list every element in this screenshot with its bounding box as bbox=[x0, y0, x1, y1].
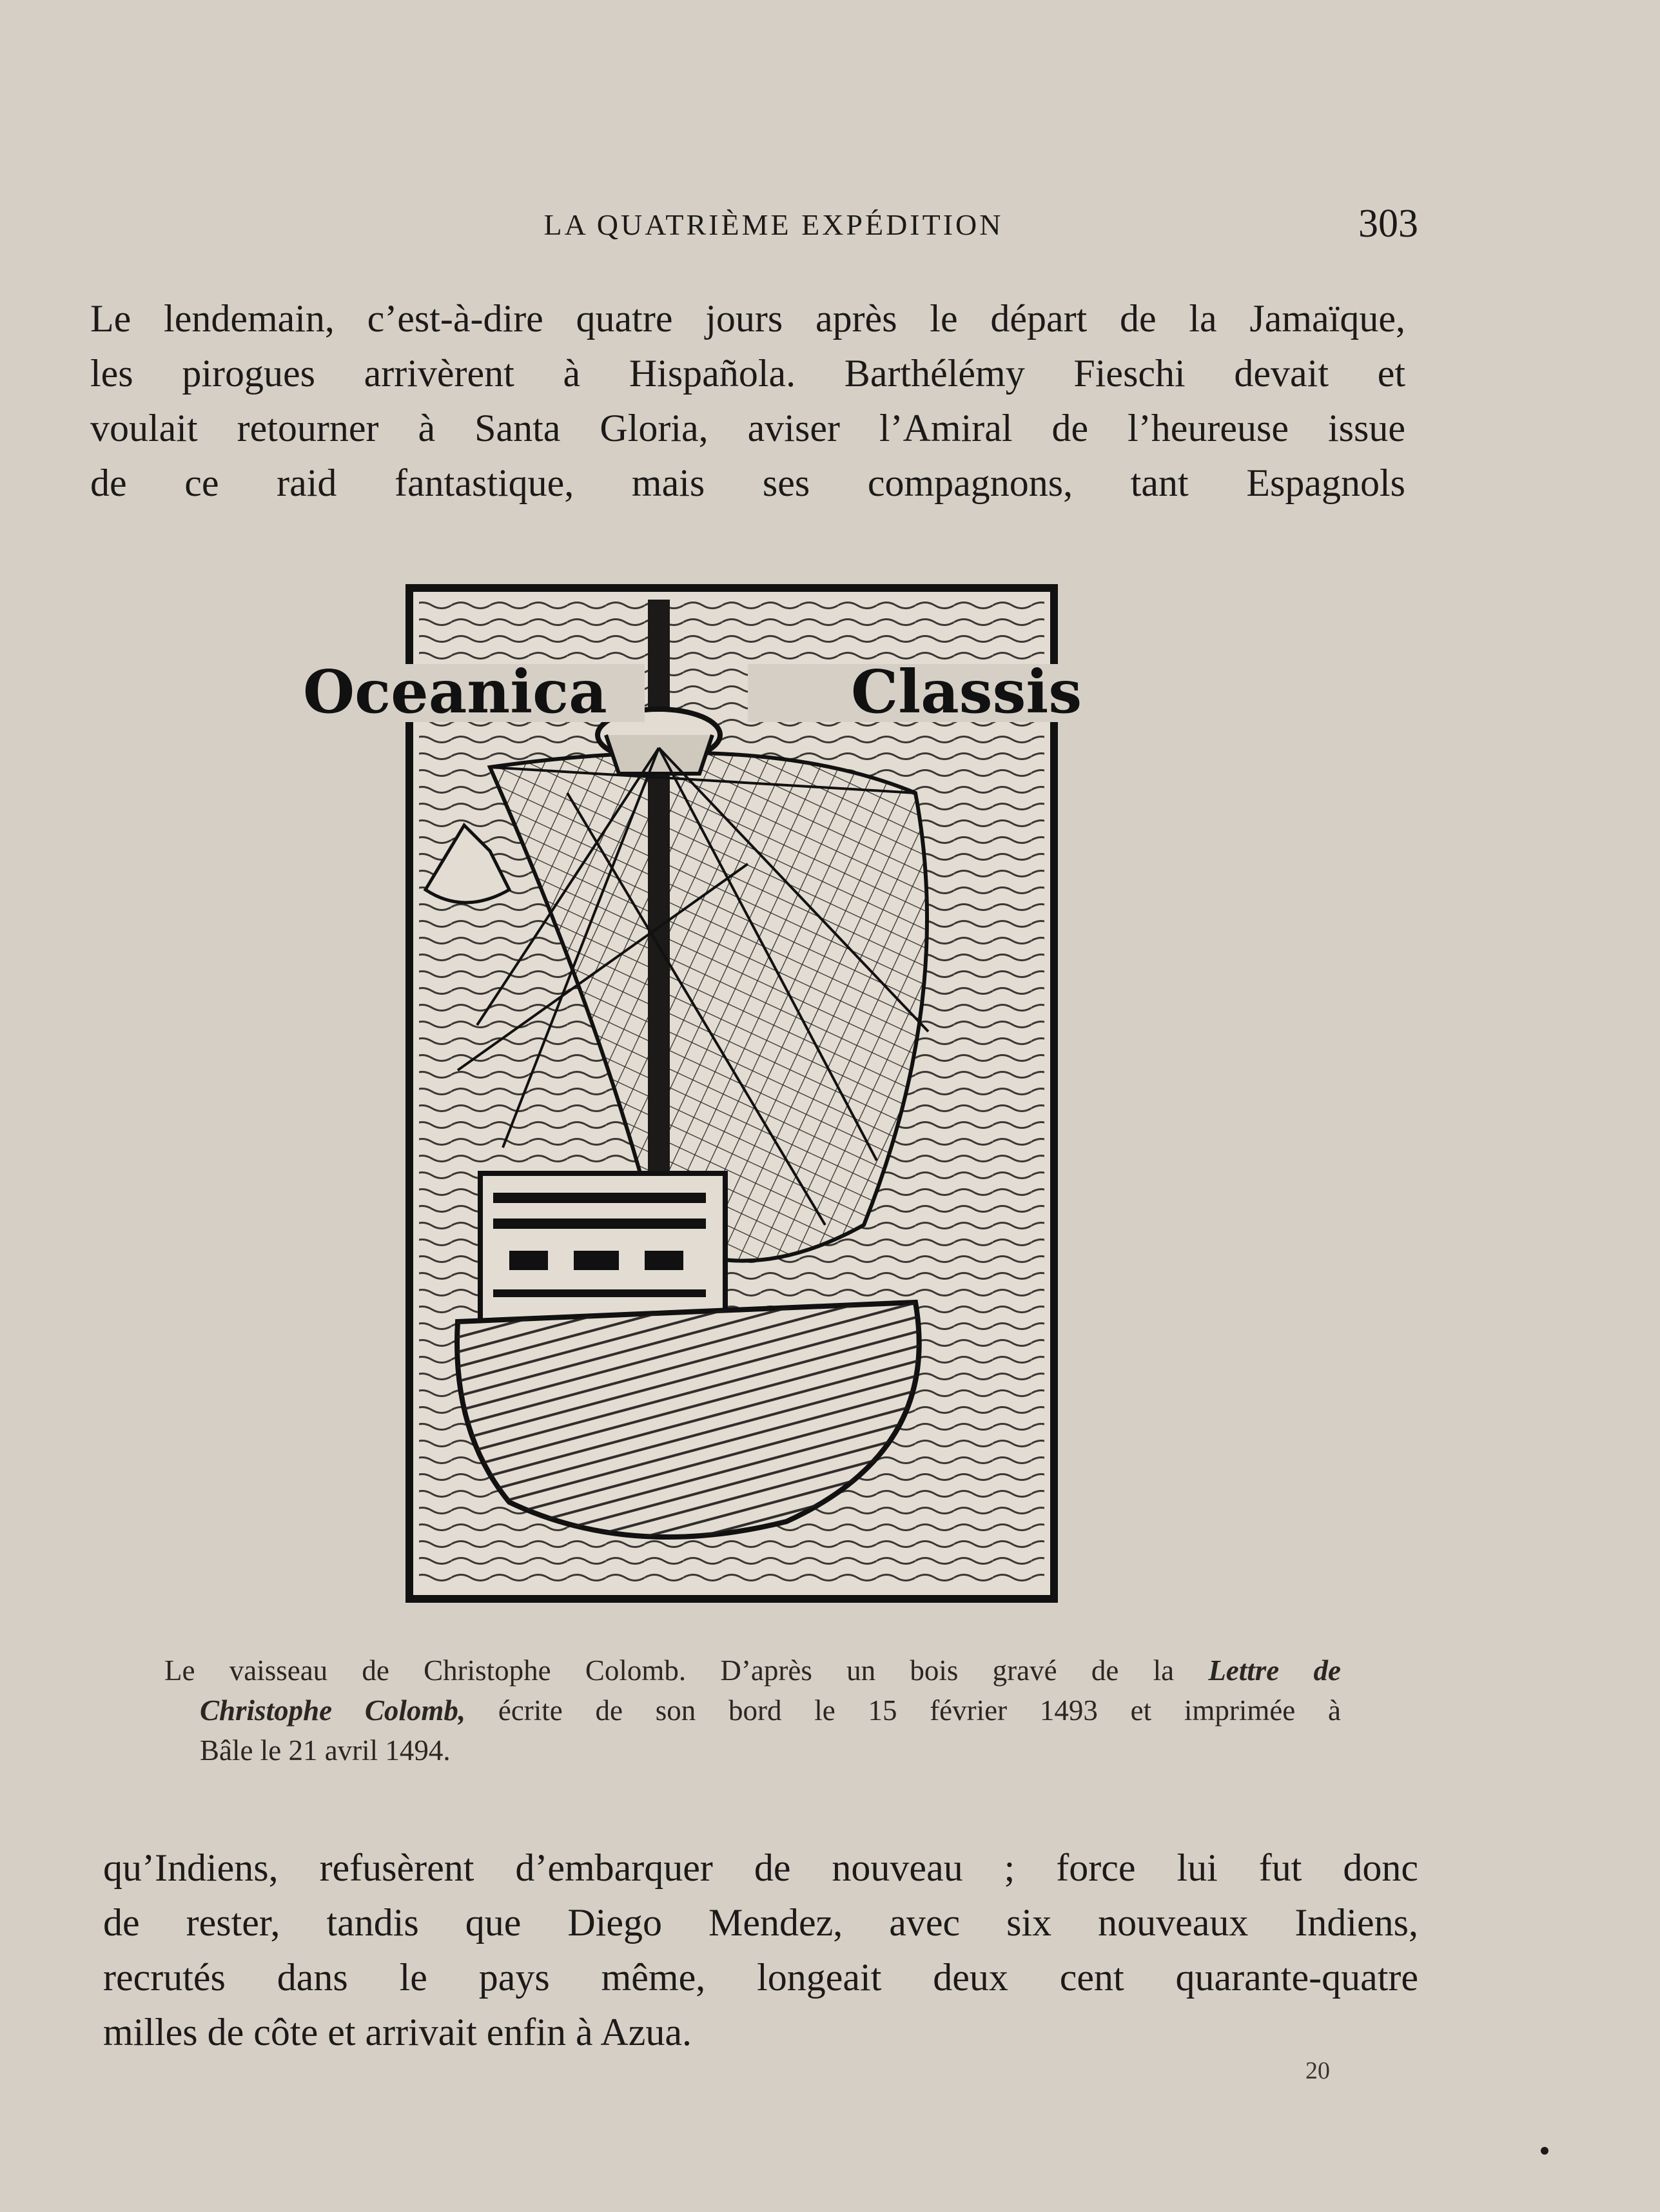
caption-title-italic: Lettre de bbox=[1208, 1654, 1341, 1687]
page-number: 303 bbox=[1358, 202, 1418, 246]
figure-caption bbox=[164, 1650, 1341, 1770]
paragraph-top bbox=[90, 291, 1405, 511]
ship-woodcut-illustration bbox=[297, 580, 1102, 1612]
ink-speck bbox=[1541, 2147, 1548, 2155]
caption-line bbox=[164, 1650, 1341, 1690]
caption-text: Le vaisseau de Christophe Colomb. D’après un bois gravé de la bbox=[164, 1654, 1175, 1687]
text-line: Le lendemain, c’est-à-dire quatre jours après le départ de la Jamaïque, bbox=[90, 297, 1405, 340]
text-line: recrutés dans le pays même, longeait deux cent quarante-quatre bbox=[103, 1956, 1418, 1999]
text-line: de ce raid fantastique, mais ses compagnons, tant Espagnols bbox=[90, 462, 1405, 504]
signature-mark: 20 bbox=[1305, 2057, 1330, 2084]
text-line: milles de côte et arrivait enfin à Azua. bbox=[103, 2011, 692, 2053]
paragraph-bottom bbox=[103, 1841, 1418, 2060]
caption-line: Bâle le 21 avril 1494. bbox=[200, 1734, 451, 1767]
text-line: voulait retourner à Santa Gloria, aviser l’Amiral de l’heureuse issue bbox=[90, 407, 1405, 449]
banner-text-right: Classis bbox=[851, 657, 1082, 727]
running-header: LA QUATRIÈME EXPÉDITION bbox=[543, 208, 1004, 241]
text-line: de rester, tandis que Diego Mendez, avec six nouveaux Indiens, bbox=[103, 1901, 1418, 1944]
caption-line bbox=[164, 1690, 1341, 1730]
caption-text: écrite de son bord le 15 février 1493 et imprimée à bbox=[498, 1694, 1341, 1727]
text-line: qu’Indiens, refusèrent d’embarquer de nouveau ; force lui fut donc bbox=[103, 1846, 1418, 1889]
banner-text-left: Oceanica bbox=[303, 657, 607, 727]
caption-title-italic: Christophe Colomb, bbox=[200, 1694, 466, 1727]
text-line: les pirogues arrivèrent à Hispañola. Barthélémy Fieschi devait et bbox=[90, 352, 1405, 395]
